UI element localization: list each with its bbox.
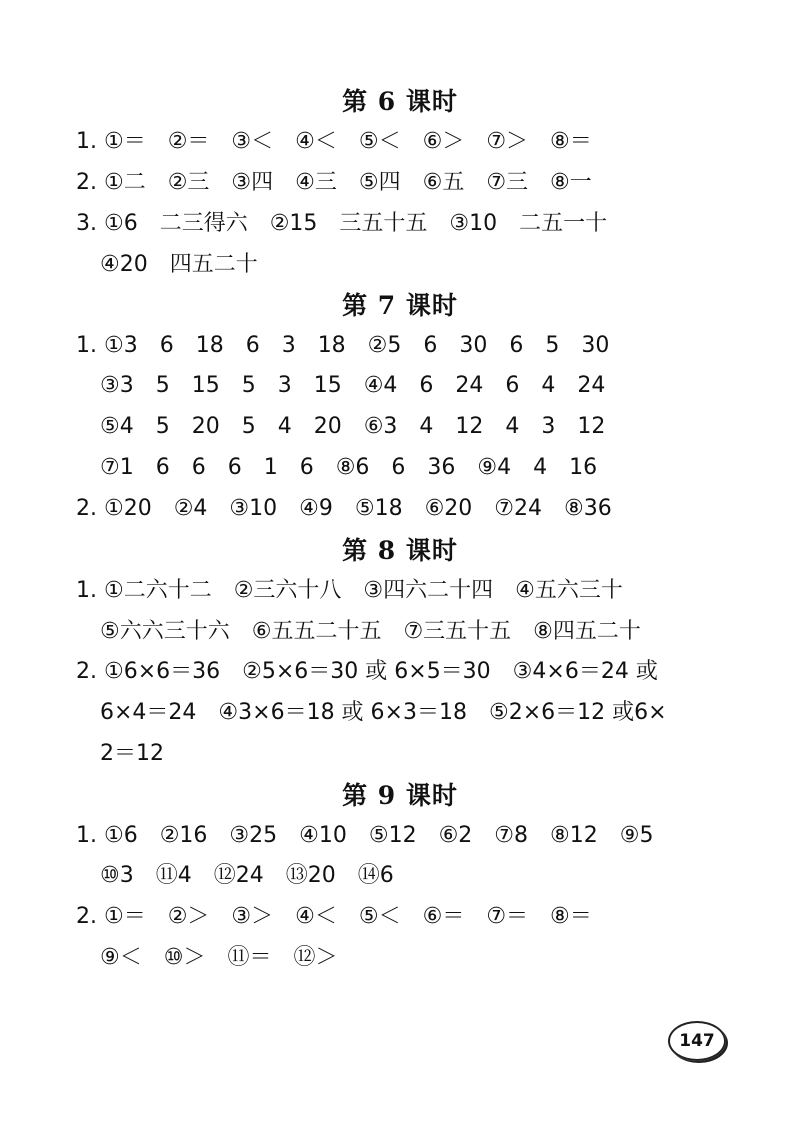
lesson-9-line-1: 1. ①6 ②16 ③25 ④10 ⑤12 ⑥2 ⑦8 ⑧12 ⑨5 xyxy=(76,823,654,848)
lesson-7-line-2: ③3 5 15 5 3 15 ④4 6 24 6 4 24 xyxy=(100,373,606,398)
lesson-8-line-3: 2. ①6×6＝36 ②5×6＝30 或 6×5＝30 ③4×6＝24 或 xyxy=(76,659,658,684)
lesson-7-line-3: ⑤4 5 20 5 4 20 ⑥3 4 12 4 3 12 xyxy=(100,414,606,439)
lesson-8-line-4: 6×4＝24 ④3×6＝18 或 6×3＝18 ⑤2×6＝12 或6× xyxy=(100,700,667,725)
lesson-6-line-2: 2. ①二 ②三 ③四 ④三 ⑤四 ⑥五 ⑦三 ⑧一 xyxy=(76,170,592,195)
lesson-7-line-5: 2. ①20 ②4 ③10 ④9 ⑤18 ⑥20 ⑦24 ⑧36 xyxy=(76,496,612,521)
lesson-9-line-4: ⑨＜ ⑩＞ ⑪＝ ⑫＞ xyxy=(100,945,338,970)
lesson-9-line-3: 2. ①＝ ②＞ ③＞ ④＜ ⑤＜ ⑥＝ ⑦＝ ⑧＝ xyxy=(76,904,592,929)
lesson-7-line-4: ⑦1 6 6 6 1 6 ⑧6 6 36 ⑨4 4 16 xyxy=(100,455,598,480)
lesson-7-line-1: 1. ①3 6 18 6 3 18 ②5 6 30 6 5 30 xyxy=(76,333,610,358)
lesson-6-line-4: ④20 四五二十 xyxy=(100,252,258,277)
lesson-6-title: 第 6 课时 xyxy=(342,87,458,116)
lesson-7-title: 第 7 课时 xyxy=(342,291,458,320)
lesson-8-title: 第 8 课时 xyxy=(342,536,458,565)
lesson-8-line-5: 2＝12 xyxy=(100,741,164,766)
lesson-9-title: 第 9 课时 xyxy=(342,781,458,810)
lesson-9-line-2: ⑩3 ⑪4 ⑫24 ⑬20 ⑭6 xyxy=(100,863,394,888)
lesson-6-line-3: 3. ①6 二三得六 ②15 三五十五 ③10 二五一十 xyxy=(76,211,608,236)
lesson-6-line-1: 1. ①＝ ②＝ ③＜ ④＜ ⑤＜ ⑥＞ ⑦＞ ⑧＝ xyxy=(76,129,592,154)
lesson-8-line-2: ⑤六六三十六 ⑥五五二十五 ⑦三五十五 ⑧四五二十 xyxy=(100,619,641,644)
lesson-8-line-1: 1. ①二六十二 ②三六十八 ③四六二十四 ④五六三十 xyxy=(76,578,623,603)
page-number-badge: 147 xyxy=(668,1021,726,1061)
